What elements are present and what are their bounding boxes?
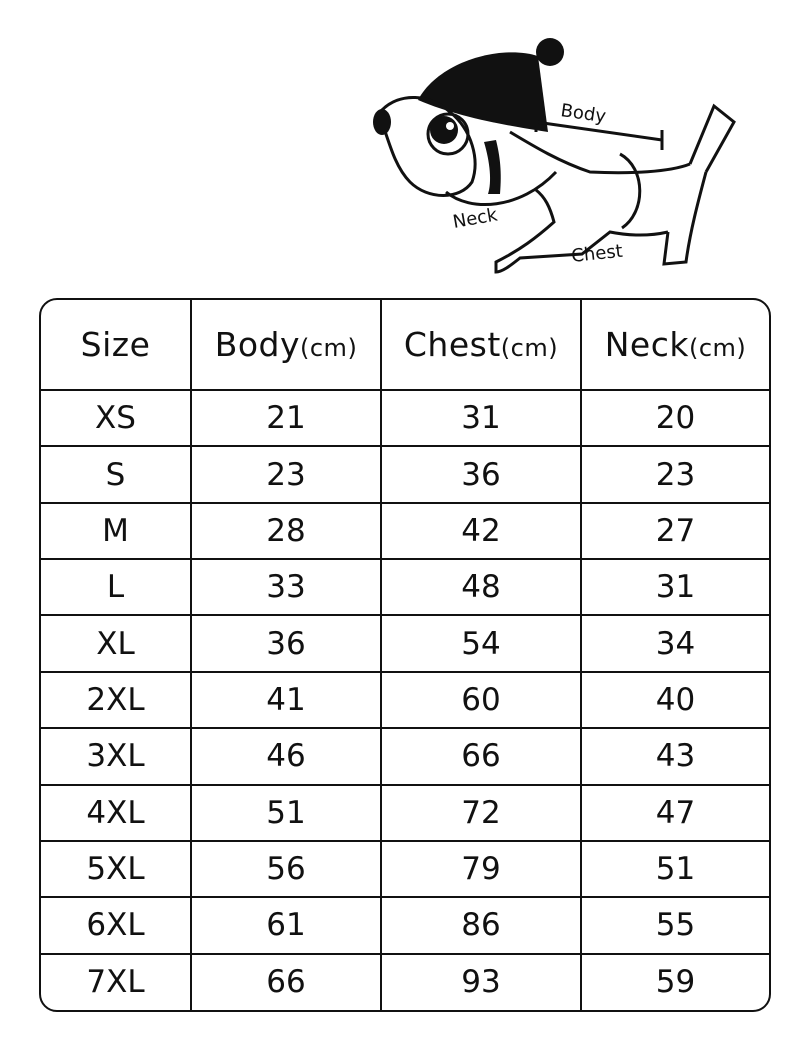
body-cell: 61 — [191, 897, 381, 953]
neck-cell: 47 — [581, 785, 769, 841]
dog-tail — [690, 106, 734, 172]
size-cell: 6XL — [41, 897, 191, 953]
chest-cell: 66 — [381, 728, 581, 784]
size-cell: L — [41, 559, 191, 615]
body-cell: 51 — [191, 785, 381, 841]
neck-cell: 51 — [581, 841, 769, 897]
body-cell: 28 — [191, 503, 381, 559]
body-cell: 56 — [191, 841, 381, 897]
body-cell: 33 — [191, 559, 381, 615]
chest-cell: 42 — [381, 503, 581, 559]
size-cell: XS — [41, 390, 191, 446]
neck-cell: 20 — [581, 390, 769, 446]
size-cell: 2XL — [41, 672, 191, 728]
header-row — [41, 300, 769, 390]
table-row — [41, 559, 769, 615]
table-row — [41, 390, 769, 446]
size-cell: S — [41, 446, 191, 502]
neck-cell: 23 — [581, 446, 769, 502]
table-row — [41, 446, 769, 502]
body-cell: 23 — [191, 446, 381, 502]
dog-eye — [430, 116, 458, 144]
neck-cell: 27 — [581, 503, 769, 559]
size-cell: 4XL — [41, 785, 191, 841]
dog-diagram — [360, 22, 750, 284]
size-cell: 5XL — [41, 841, 191, 897]
dog-scarf — [484, 140, 501, 194]
size-chart — [39, 298, 771, 1012]
chest-cell: 79 — [381, 841, 581, 897]
table-row — [41, 728, 769, 784]
body-label: Body — [559, 100, 608, 128]
dog-back-leg — [664, 172, 706, 264]
size-cell: 3XL — [41, 728, 191, 784]
chest-cell: 60 — [381, 672, 581, 728]
body-cell: 66 — [191, 954, 381, 1010]
table-row — [41, 615, 769, 671]
neck-cell: 34 — [581, 615, 769, 671]
chest-cell: 93 — [381, 954, 581, 1010]
neck-measure-line — [446, 172, 556, 205]
chest-cell: 72 — [381, 785, 581, 841]
body-cell: 21 — [191, 390, 381, 446]
neck-cell: 43 — [581, 728, 769, 784]
table-row — [41, 954, 769, 1010]
body-cell: 36 — [191, 615, 381, 671]
neck-label: Neck — [451, 204, 500, 233]
body-cell: 46 — [191, 728, 381, 784]
header-body: Body(cm) — [191, 300, 381, 390]
header-neck: Neck(cm) — [581, 300, 769, 390]
chest-cell: 54 — [381, 615, 581, 671]
size-cell: 7XL — [41, 954, 191, 1010]
chest-cell: 31 — [381, 390, 581, 446]
dog-nose — [373, 109, 391, 135]
neck-cell: 31 — [581, 559, 769, 615]
header-size: Size — [41, 300, 191, 390]
size-cell: XL — [41, 615, 191, 671]
neck-cell: 59 — [581, 954, 769, 1010]
table-row — [41, 503, 769, 559]
neck-cell: 40 — [581, 672, 769, 728]
chest-label: Chest — [570, 240, 624, 267]
size-table — [41, 300, 769, 1010]
body-cell: 41 — [191, 672, 381, 728]
chest-cell: 86 — [381, 897, 581, 953]
table-row — [41, 897, 769, 953]
dog-eye-highlight — [446, 122, 454, 130]
neck-cell: 55 — [581, 897, 769, 953]
table-row — [41, 672, 769, 728]
table-row — [41, 785, 769, 841]
dog-measurement-illustration — [360, 22, 750, 284]
hat-pompom — [536, 38, 564, 66]
chest-cell: 48 — [381, 559, 581, 615]
chest-measure-line — [620, 154, 640, 228]
header-chest: Chest(cm) — [381, 300, 581, 390]
table-row — [41, 841, 769, 897]
chest-cell: 36 — [381, 446, 581, 502]
size-cell: M — [41, 503, 191, 559]
